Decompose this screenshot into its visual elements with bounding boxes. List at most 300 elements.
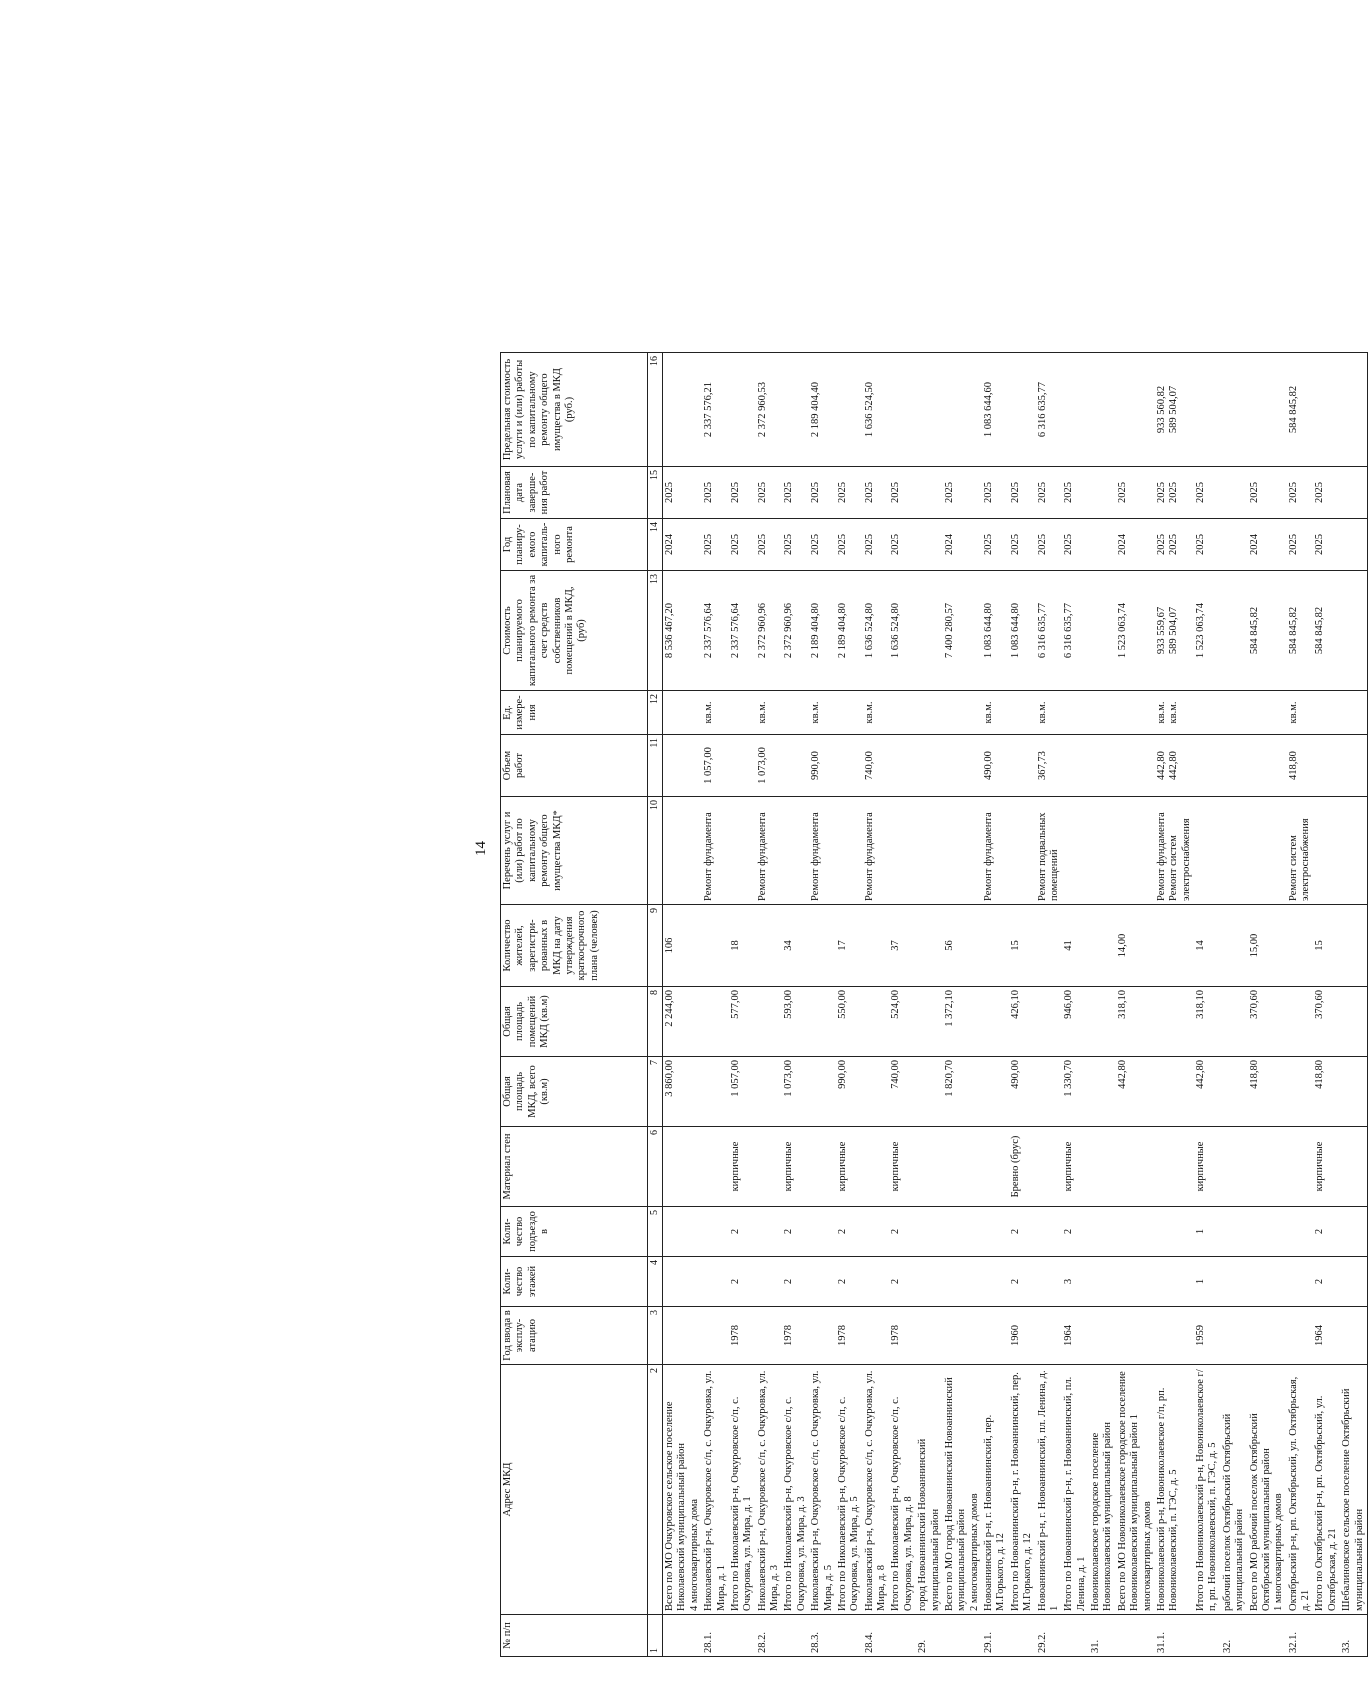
residents-cell: 37: [889, 905, 916, 987]
rooms-area-cell: [1089, 987, 1116, 1057]
unit-cell: [836, 691, 863, 735]
wall-material-cell: [1287, 1127, 1314, 1207]
volume-cell: 1 073,00: [756, 735, 783, 797]
address-cell: Итого по Новониколаевский р-н, Новониколаевское г/п, рп. Новониколаевский, п. ГЭС, д. 5: [1194, 1365, 1221, 1615]
wall-material-cell: кирпичные: [1194, 1127, 1221, 1207]
table-row: [782, 353, 809, 1657]
repair-year-cell: 2025: [756, 519, 783, 571]
row-number-cell: 29.: [916, 1615, 943, 1657]
total-area-cell: [1155, 1057, 1194, 1127]
end-date-cell: 2025: [1287, 467, 1314, 519]
entrances-cell: [1089, 1207, 1116, 1257]
limit-cost-cell: 933 560,82 589 504,07: [1155, 353, 1194, 467]
page-number: 14: [473, 841, 489, 856]
residents-cell: [809, 905, 836, 987]
volume-cell: [889, 735, 916, 797]
residents-cell: 17: [836, 905, 863, 987]
end-date-cell: 2025: [1036, 467, 1063, 519]
end-date-cell: 2025: [663, 467, 703, 519]
rooms-area-cell: 1 372,10: [943, 987, 982, 1057]
volume-cell: [663, 735, 703, 797]
works-list-cell: [1116, 797, 1155, 905]
volume-cell: 1 057,00: [702, 735, 729, 797]
table-row: [889, 353, 916, 1657]
unit-cell: [889, 691, 916, 735]
floors-cell: [702, 1257, 729, 1307]
cost-cell: 2 337 576,64: [729, 571, 756, 691]
wall-material-cell: [663, 1127, 703, 1207]
total-area-cell: 3 860,00: [663, 1057, 703, 1127]
floors-cell: [1340, 1257, 1367, 1307]
year-built-cell: [1340, 1307, 1367, 1365]
table-row: [982, 353, 1009, 1657]
row-number-cell: 32.1.: [1287, 1615, 1314, 1657]
floors-cell: [1155, 1257, 1194, 1307]
wall-material-cell: [982, 1127, 1009, 1207]
table-row: [916, 353, 943, 1657]
year-built-cell: [982, 1307, 1009, 1365]
year-built-cell: 1978: [836, 1307, 863, 1365]
residents-cell: [1340, 905, 1367, 987]
rooms-area-cell: 946,00: [1062, 987, 1089, 1057]
year-built-cell: [916, 1307, 943, 1365]
row-number-cell: [782, 1615, 809, 1657]
works-list-cell: [1340, 797, 1367, 905]
works-list-cell: Ремонт фундамента Ремонт систем электроснабжения: [1155, 797, 1194, 905]
floors-cell: [982, 1257, 1009, 1307]
floors-cell: 3: [1062, 1257, 1089, 1307]
wall-material-cell: [943, 1127, 982, 1207]
year-built-cell: [943, 1307, 982, 1365]
cost-cell: [1340, 571, 1367, 691]
wall-material-cell: [1248, 1127, 1287, 1207]
total-area-cell: [863, 1057, 890, 1127]
entrances-cell: [1116, 1207, 1155, 1257]
column-number: 8: [648, 987, 663, 1057]
repair-year-cell: [1340, 519, 1367, 571]
row-number-cell: 29.1.: [982, 1615, 1009, 1657]
wall-material-cell: [1221, 1127, 1248, 1207]
year-built-cell: [663, 1307, 703, 1365]
floors-cell: [1248, 1257, 1287, 1307]
row-number-cell: 33.: [1340, 1615, 1367, 1657]
year-built-cell: 1978: [889, 1307, 916, 1365]
cost-cell: [1089, 571, 1116, 691]
limit-cost-cell: [1221, 353, 1248, 467]
table-row: [836, 353, 863, 1657]
cost-cell: [916, 571, 943, 691]
wall-material-cell: [1340, 1127, 1367, 1207]
cost-cell: 2 372 960,96: [756, 571, 783, 691]
end-date-cell: 2025: [729, 467, 756, 519]
rooms-area-cell: 550,00: [836, 987, 863, 1057]
total-area-cell: [702, 1057, 729, 1127]
cost-cell: 584 845,82: [1313, 571, 1340, 691]
table-row: [1089, 353, 1116, 1657]
floors-cell: 2: [782, 1257, 809, 1307]
works-list-cell: Ремонт фундамента: [756, 797, 783, 905]
residents-cell: 15: [1009, 905, 1036, 987]
header-cell: Год планиру-емого капиталь-ного ремонта: [501, 519, 648, 571]
year-built-cell: [1155, 1307, 1194, 1365]
column-number: 13: [648, 571, 663, 691]
cost-cell: 2 337 576,64: [702, 571, 729, 691]
floors-cell: [863, 1257, 890, 1307]
residents-cell: [863, 905, 890, 987]
header-cell: Общая площадь помещений МКД (кв.м): [501, 987, 648, 1057]
cost-cell: 1 636 524,80: [863, 571, 890, 691]
total-area-cell: [1089, 1057, 1116, 1127]
unit-cell: кв.м.: [756, 691, 783, 735]
end-date-cell: 2025: [782, 467, 809, 519]
rooms-area-cell: [863, 987, 890, 1057]
end-date-cell: 2025: [702, 467, 729, 519]
year-built-cell: [1116, 1307, 1155, 1365]
address-cell: Новониколаевское городское поселение Новониколаевский муниципальный район: [1089, 1365, 1116, 1615]
volume-cell: 740,00: [863, 735, 890, 797]
row-number-cell: [729, 1615, 756, 1657]
limit-cost-cell: [1089, 353, 1116, 467]
cost-cell: 933 559,67 589 504,07: [1155, 571, 1194, 691]
repair-year-cell: 2025: [1036, 519, 1063, 571]
limit-cost-cell: [663, 353, 703, 467]
address-cell: Итого по Николаевский р-н, Очкуровское с/п, с. Очкуровка, ул. Мира, д. 1: [729, 1365, 756, 1615]
row-number-cell: [1248, 1615, 1287, 1657]
entrances-cell: 2: [1009, 1207, 1036, 1257]
repair-year-cell: 2025: [1062, 519, 1089, 571]
total-area-cell: 418,80: [1248, 1057, 1287, 1127]
column-number: 12: [648, 691, 663, 735]
volume-cell: [1062, 735, 1089, 797]
repair-year-cell: 2025 2025: [1155, 519, 1194, 571]
header-cell: Год ввода в эксплу-атацию: [501, 1307, 648, 1365]
floors-cell: [1221, 1257, 1248, 1307]
row-number-cell: [663, 1615, 703, 1657]
column-number: 9: [648, 905, 663, 987]
works-list-cell: Ремонт систем электроснабжения: [1287, 797, 1314, 905]
cost-cell: 1 083 644,80: [982, 571, 1009, 691]
repair-year-cell: 2025: [1194, 519, 1221, 571]
volume-cell: [1221, 735, 1248, 797]
floors-cell: [756, 1257, 783, 1307]
rooms-area-cell: [1340, 987, 1367, 1057]
table-row: [1313, 353, 1340, 1657]
end-date-cell: [1221, 467, 1248, 519]
entrances-cell: [756, 1207, 783, 1257]
limit-cost-cell: [1062, 353, 1089, 467]
cost-cell: 6 316 635,77: [1062, 571, 1089, 691]
entrances-cell: [702, 1207, 729, 1257]
column-number: 11: [648, 735, 663, 797]
rooms-area-cell: [1155, 987, 1194, 1057]
rooms-area-cell: 577,00: [729, 987, 756, 1057]
address-cell: рабочий поселок Октябрьский Октябрьский муниципальный район: [1221, 1365, 1248, 1615]
table-row: [756, 353, 783, 1657]
column-number: 14: [648, 519, 663, 571]
repair-year-cell: 2025: [982, 519, 1009, 571]
header-cell: № п/п: [501, 1615, 648, 1657]
row-number-cell: [889, 1615, 916, 1657]
wall-material-cell: кирпичные: [1313, 1127, 1340, 1207]
volume-cell: [729, 735, 756, 797]
table-row: [1248, 353, 1287, 1657]
unit-cell: [1221, 691, 1248, 735]
header-cell: Объем работ: [501, 735, 648, 797]
wall-material-cell: [1089, 1127, 1116, 1207]
repair-year-cell: 2025: [1313, 519, 1340, 571]
row-number-cell: 28.3.: [809, 1615, 836, 1657]
limit-cost-cell: [1116, 353, 1155, 467]
residents-cell: [1036, 905, 1063, 987]
total-area-cell: [982, 1057, 1009, 1127]
floors-cell: 2: [729, 1257, 756, 1307]
limit-cost-cell: 1 083 644,60: [982, 353, 1009, 467]
unit-cell: кв.м. кв.м.: [1155, 691, 1194, 735]
address-cell: Всего по МО Новониколаевское городское поселение Новониколаевский муниципальный район 1 многоквартирных домов: [1116, 1365, 1155, 1615]
repair-year-cell: 2025: [702, 519, 729, 571]
cost-cell: 2 189 404,80: [809, 571, 836, 691]
entrances-cell: 2: [782, 1207, 809, 1257]
cost-cell: 1 523 063,74: [1116, 571, 1155, 691]
wall-material-cell: [916, 1127, 943, 1207]
total-area-cell: [756, 1057, 783, 1127]
limit-cost-cell: 6 316 635,77: [1036, 353, 1063, 467]
table-row: [702, 353, 729, 1657]
address-cell: Итого по Новоаннинский р-н, г. Новоаннинский, пер. М.Горького, д. 12: [1009, 1365, 1036, 1615]
limit-cost-cell: 584 845,82: [1287, 353, 1314, 467]
entrances-cell: [916, 1207, 943, 1257]
address-cell: Николаевский р-н, Очкуровское с/п, с. Очкуровка, ул. Мира, д. 1: [702, 1365, 729, 1615]
column-number: 1: [648, 1615, 663, 1657]
entrances-cell: 2: [889, 1207, 916, 1257]
column-number: 16: [648, 353, 663, 467]
floors-cell: 2: [889, 1257, 916, 1307]
unit-cell: [1340, 691, 1367, 735]
address-cell: Итого по Октябрьский р-н, рп. Октябрьский, ул. Октябрьская, д. 21: [1313, 1365, 1340, 1615]
year-built-cell: [1089, 1307, 1116, 1365]
total-area-cell: [1340, 1057, 1367, 1127]
end-date-cell: 2025: [943, 467, 982, 519]
unit-cell: кв.м.: [809, 691, 836, 735]
year-built-cell: [756, 1307, 783, 1365]
row-number-cell: [943, 1615, 982, 1657]
works-list-cell: [729, 797, 756, 905]
row-number-cell: [1313, 1615, 1340, 1657]
total-area-cell: [916, 1057, 943, 1127]
volume-cell: [1009, 735, 1036, 797]
end-date-cell: 2025: [809, 467, 836, 519]
limit-cost-cell: 2 189 404,40: [809, 353, 836, 467]
header-cell: Количество жителей, зарегистри-рованных в МКД на дату утверждения краткосрочного плана (человек): [501, 905, 648, 987]
wall-material-cell: кирпичные: [729, 1127, 756, 1207]
entrances-cell: [809, 1207, 836, 1257]
cost-cell: 1 523 063,74: [1194, 571, 1221, 691]
entrances-cell: [1287, 1207, 1314, 1257]
volume-cell: 490,00: [982, 735, 1009, 797]
rooms-area-cell: [1036, 987, 1063, 1057]
year-built-cell: 1964: [1062, 1307, 1089, 1365]
entrances-cell: [1340, 1207, 1367, 1257]
works-list-cell: [836, 797, 863, 905]
table-row: [1155, 353, 1194, 1657]
address-cell: Николаевский р-н, Очкуровское с/п, с. Очкуровка, ул. Мира, д. 3: [756, 1365, 783, 1615]
floors-cell: [916, 1257, 943, 1307]
works-list-cell: [1194, 797, 1221, 905]
table-row: [729, 353, 756, 1657]
volume-cell: [1116, 735, 1155, 797]
header-cell: Стоимость планируемого капитального ремонта за счет средств собственников помещений в МКД, (руб): [501, 571, 648, 691]
works-list-cell: [1221, 797, 1248, 905]
end-date-cell: 2025: [836, 467, 863, 519]
wall-material-cell: [863, 1127, 890, 1207]
end-date-cell: 2025: [1062, 467, 1089, 519]
floors-cell: 1: [1194, 1257, 1221, 1307]
volume-cell: [1194, 735, 1221, 797]
entrances-cell: [863, 1207, 890, 1257]
year-built-cell: [1287, 1307, 1314, 1365]
works-list-cell: [782, 797, 809, 905]
end-date-cell: 2025: [1248, 467, 1287, 519]
wall-material-cell: кирпичные: [836, 1127, 863, 1207]
floors-cell: [943, 1257, 982, 1307]
unit-cell: кв.м.: [1036, 691, 1063, 735]
works-list-cell: [1089, 797, 1116, 905]
table-row: [863, 353, 890, 1657]
end-date-cell: 2025: [889, 467, 916, 519]
end-date-cell: 2025: [863, 467, 890, 519]
residents-cell: [1287, 905, 1314, 987]
unit-cell: [729, 691, 756, 735]
works-list-cell: Ремонт фундамента: [982, 797, 1009, 905]
wall-material-cell: кирпичные: [889, 1127, 916, 1207]
residents-cell: 106: [663, 905, 703, 987]
total-area-cell: 1 057,00: [729, 1057, 756, 1127]
floors-cell: [1089, 1257, 1116, 1307]
address-cell: Новоаннинский р-н, г. Новоаннинский, пл. Ленина, д. 1: [1036, 1365, 1063, 1615]
floors-cell: [1036, 1257, 1063, 1307]
residents-cell: [1089, 905, 1116, 987]
entrances-cell: 2: [836, 1207, 863, 1257]
total-area-cell: 740,00: [889, 1057, 916, 1127]
repair-plan-table: [500, 352, 1368, 1657]
address-cell: Всего по МО город Новоаннинский Новоаннинский муниципальный район 2 многоквартирных домов: [943, 1365, 982, 1615]
year-built-cell: 1978: [729, 1307, 756, 1365]
end-date-cell: 2025: [982, 467, 1009, 519]
wall-material-cell: кирпичные: [1062, 1127, 1089, 1207]
column-number: 15: [648, 467, 663, 519]
address-cell: Новониколаевский р-н, Новониколаевское г/п, рп. Новониколаевский, п. ГЭС, д. 5: [1155, 1365, 1194, 1615]
row-number-cell: [1062, 1615, 1089, 1657]
entrances-cell: 1: [1194, 1207, 1221, 1257]
total-area-cell: [1036, 1057, 1063, 1127]
works-list-cell: Ремонт подвальных помещений: [1036, 797, 1063, 905]
floors-cell: 2: [1009, 1257, 1036, 1307]
unit-cell: [663, 691, 703, 735]
table-row: [1221, 353, 1248, 1657]
limit-cost-cell: 2 372 960,53: [756, 353, 783, 467]
limit-cost-cell: [916, 353, 943, 467]
entrances-cell: 2: [1313, 1207, 1340, 1257]
repair-year-cell: 2025: [889, 519, 916, 571]
cost-cell: 7 400 280,57: [943, 571, 982, 691]
wall-material-cell: кирпичные: [782, 1127, 809, 1207]
header-cell: Ед. измере-ния: [501, 691, 648, 735]
residents-cell: [756, 905, 783, 987]
row-number-cell: 31.: [1089, 1615, 1116, 1657]
limit-cost-cell: [943, 353, 982, 467]
total-area-cell: [1221, 1057, 1248, 1127]
wall-material-cell: Бревно (брус): [1009, 1127, 1036, 1207]
entrances-cell: [1036, 1207, 1063, 1257]
rooms-area-cell: [702, 987, 729, 1057]
year-built-cell: 1960: [1009, 1307, 1036, 1365]
end-date-cell: [916, 467, 943, 519]
cost-cell: 1 636 524,80: [889, 571, 916, 691]
rooms-area-cell: 524,00: [889, 987, 916, 1057]
cost-cell: 2 189 404,80: [836, 571, 863, 691]
rooms-area-cell: 2 244,00: [663, 987, 703, 1057]
column-number: 5: [648, 1207, 663, 1257]
rooms-area-cell: 593,00: [782, 987, 809, 1057]
address-cell: Итого по Николаевский р-н, Очкуровское с/п, с. Очкуровка, ул. Мира, д. 5: [836, 1365, 863, 1615]
repair-year-cell: 2024: [943, 519, 982, 571]
wall-material-cell: [1155, 1127, 1194, 1207]
year-built-cell: 1978: [782, 1307, 809, 1365]
entrances-cell: [663, 1207, 703, 1257]
address-cell: Николаевский р-н, Очкуровское с/п, с. Очкуровка, ул. Мира, д. 5: [809, 1365, 836, 1615]
limit-cost-cell: [1340, 353, 1367, 467]
volume-cell: [782, 735, 809, 797]
rooms-area-cell: [756, 987, 783, 1057]
entrances-cell: 2: [729, 1207, 756, 1257]
table-row: [1116, 353, 1155, 1657]
repair-year-cell: 2024: [1248, 519, 1287, 571]
table-row: [1036, 353, 1063, 1657]
works-list-cell: [663, 797, 703, 905]
entrances-cell: [982, 1207, 1009, 1257]
limit-cost-cell: [889, 353, 916, 467]
total-area-cell: 1 330,70: [1062, 1057, 1089, 1127]
year-built-cell: [1221, 1307, 1248, 1365]
limit-cost-cell: [1009, 353, 1036, 467]
works-list-cell: [1248, 797, 1287, 905]
total-area-cell: 1 073,00: [782, 1057, 809, 1127]
limit-cost-cell: [1248, 353, 1287, 467]
column-number: 4: [648, 1257, 663, 1307]
table-body: [663, 353, 1368, 1657]
limit-cost-cell: 1 636 524,50: [863, 353, 890, 467]
year-built-cell: 1959: [1194, 1307, 1221, 1365]
table-row: [809, 353, 836, 1657]
residents-cell: 15,00: [1248, 905, 1287, 987]
address-cell: Новоаннинский р-н, г. Новоаннинский, пер. М.Горького, д. 12: [982, 1365, 1009, 1615]
rooms-area-cell: 426,10: [1009, 987, 1036, 1057]
row-number-cell: [1009, 1615, 1036, 1657]
address-cell: Всего по МО Очкуровское сельское поселение Николаевский муниципальный район 4 многоквартирных дома: [663, 1365, 703, 1615]
repair-year-cell: [916, 519, 943, 571]
column-number: 7: [648, 1057, 663, 1127]
works-list-cell: [1009, 797, 1036, 905]
volume-cell: [836, 735, 863, 797]
column-number: 6: [648, 1127, 663, 1207]
header-row: [501, 353, 648, 1657]
floors-cell: [809, 1257, 836, 1307]
limit-cost-cell: [1194, 353, 1221, 467]
address-cell: Октябрьский р-н, рп. Октябрьский, ул. Октябрьская, д. 21: [1287, 1365, 1314, 1615]
row-number-cell: 29.2.: [1036, 1615, 1063, 1657]
header-cell: Перечень услуг и (или) работ по капитальному ремонту общего имущества МКД*: [501, 797, 648, 905]
row-number-cell: 28.1.: [702, 1615, 729, 1657]
